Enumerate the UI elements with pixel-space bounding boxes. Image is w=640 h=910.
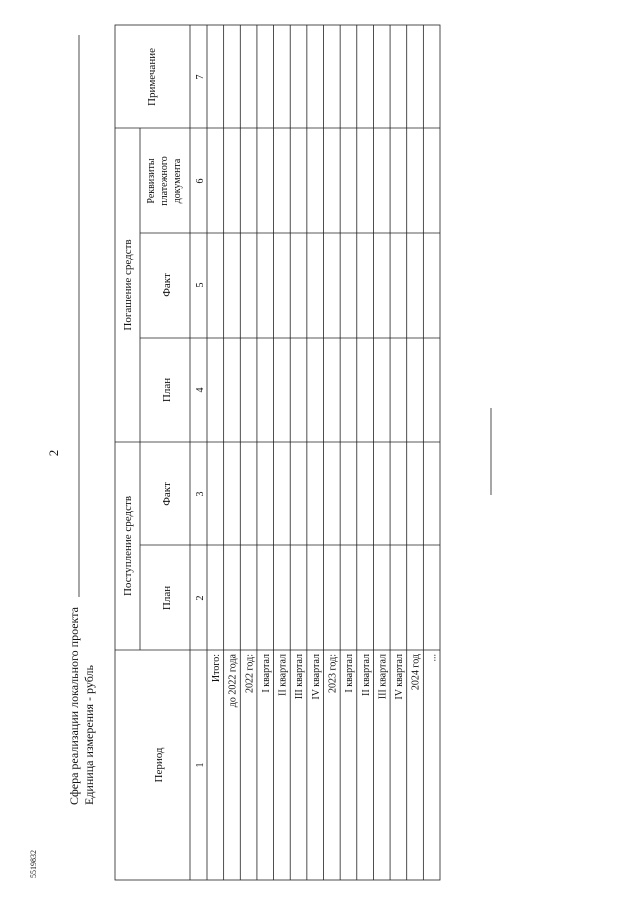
- row-period-label: IV квартал: [394, 654, 406, 700]
- row-period-label: II квартал: [277, 654, 289, 696]
- column-number: 3: [195, 491, 206, 497]
- header-period: Период: [153, 747, 165, 783]
- row-period-label: Итого:: [210, 654, 222, 683]
- column-number: 4: [195, 387, 206, 393]
- row-period-label: I квартал: [260, 654, 272, 693]
- header-note: Примечание: [146, 48, 158, 106]
- footer-code: 5519832: [29, 850, 38, 878]
- row-period-label: III квартал: [294, 654, 306, 700]
- column-number: 7: [195, 74, 206, 80]
- header-receipt-group: Поступление средств: [122, 495, 134, 597]
- page-number: 2: [46, 449, 61, 457]
- row-period-label: III квартал: [377, 654, 389, 700]
- column-numbers: [195, 75, 206, 768]
- row-period-label: II квартал: [360, 654, 372, 696]
- column-number: 2: [195, 595, 206, 601]
- header-payment-doc-1: Реквизиты: [146, 158, 157, 204]
- header-repayment-fact: Факт: [161, 273, 173, 297]
- row-period-label: I квартал: [344, 654, 356, 693]
- row-lines: [224, 25, 424, 880]
- rotated-content: [46, 25, 491, 880]
- row-period-label: 2022 год:: [244, 654, 256, 693]
- row-period-label: ...: [427, 654, 439, 662]
- sphere-label: Сфера реализации локального проекта: [67, 607, 81, 805]
- header-receipt-plan: План: [161, 585, 173, 611]
- header-repayment-group: Погашение средств: [122, 239, 134, 331]
- column-number: 5: [195, 282, 206, 288]
- row-period-label: IV квартал: [310, 654, 322, 700]
- footer-code-group: [29, 850, 38, 878]
- row-period-label: до 2022 года: [227, 654, 239, 708]
- header-payment-doc-3: документа: [172, 158, 183, 204]
- row-period-label: 2024 год: [410, 654, 422, 691]
- header-receipt-fact: Факт: [161, 482, 173, 506]
- unit-label: Единица измерения - рубль: [82, 665, 96, 805]
- header-payment-doc-2: платежного: [159, 156, 170, 206]
- column-number: 6: [195, 178, 206, 184]
- header-repayment-plan: План: [161, 377, 173, 403]
- column-number: 1: [195, 762, 206, 768]
- row-labels: [211, 653, 438, 707]
- row-period-label: 2023 год:: [327, 654, 339, 693]
